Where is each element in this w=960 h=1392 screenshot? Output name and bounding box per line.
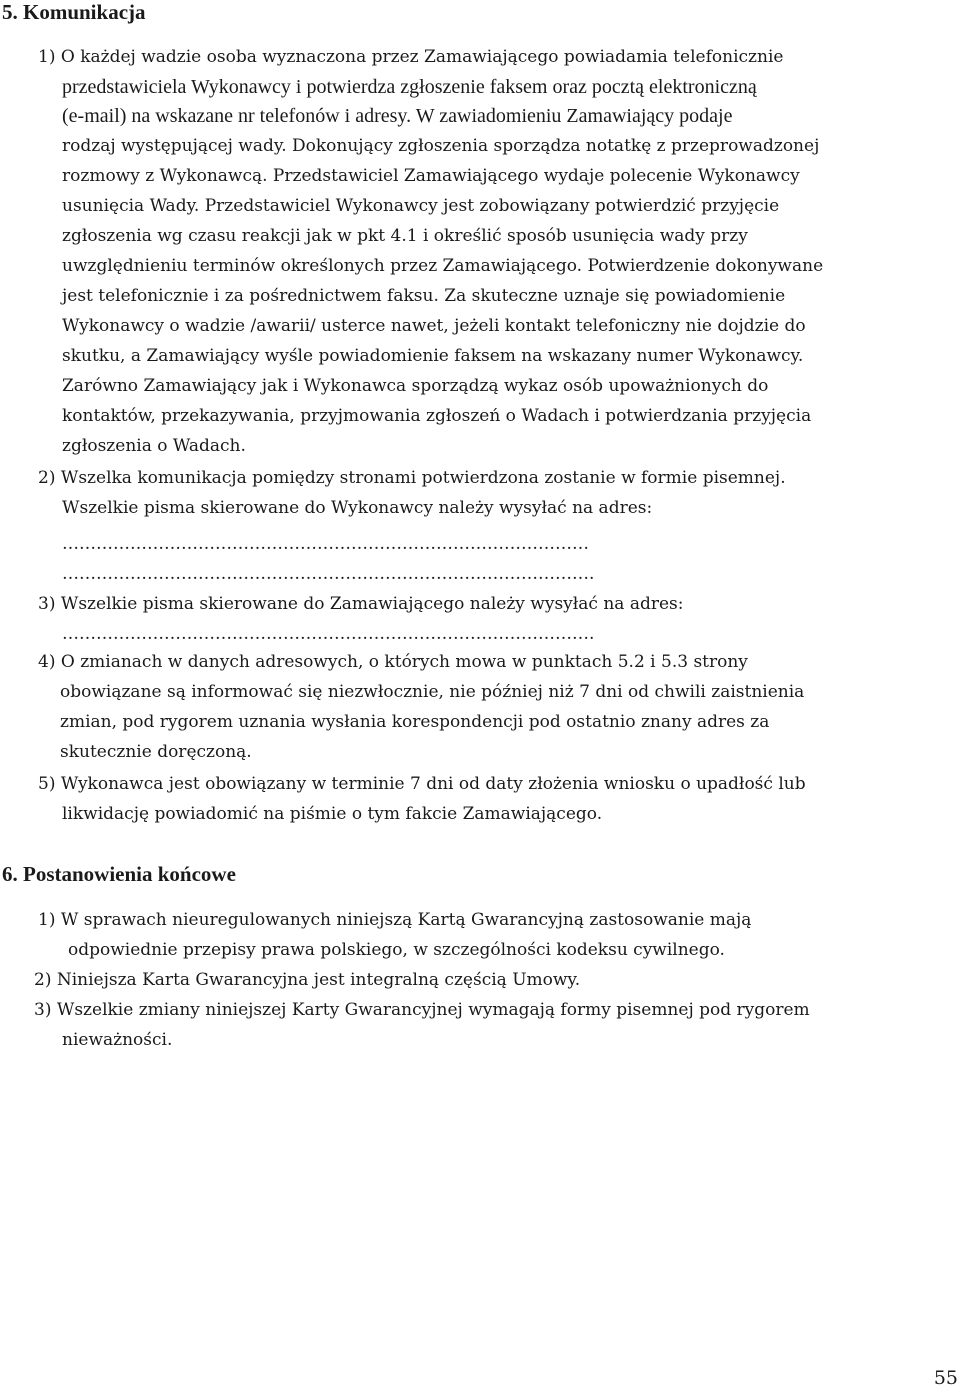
s5-line: usunięcia Wady. Przedstawiciel Wykonawcy jest zobowiązany potwierdzić przyjęcie: [62, 196, 780, 216]
s5-line: 2) Wszelka komunikacja pomiędzy stronami potwierdzona zostanie w formie pisemnej.: [38, 468, 786, 488]
s6-line: 1) W sprawach nieuregulowanych niniejszą Kartą Gwarancyjną zastosowanie mają: [38, 910, 752, 930]
s5-line: Wszelkie pisma skierowane do Wykonawcy należy wysyłać na adres:: [62, 498, 653, 518]
s5-line: obowiązane są informować się niezwłocznie, nie później niż 7 dni od chwili zaistnienia: [60, 682, 805, 702]
s6-line: 3) Wszelkie zmiany niniejszej Karty Gwarancyjnej wymagają formy pisemnej pod rygorem: [34, 1000, 810, 1020]
s5-dotted-line: ………………………………………………………………………………….: [62, 624, 595, 644]
s5-line: 3) Wszelkie pisma skierowane do Zamawiającego należy wysyłać na adres:: [38, 594, 684, 614]
s5-line: jest telefonicznie i za pośrednictwem faksu. Za skuteczne uznaje się powiadomienie: [62, 286, 786, 306]
s5-line: skutecznie doręczoną.: [60, 742, 252, 762]
s5-line: zgłoszenia o Wadach.: [62, 436, 246, 456]
s5-line: rodzaj występującej wady. Dokonujący zgłoszenia sporządza notatkę z przeprowadzonej: [62, 136, 820, 156]
s5-line: przedstawiciela Wykonawcy i potwierdza zgłoszenie faksem oraz pocztą elektroniczną: [62, 76, 757, 98]
s5-dotted-line: …………………………………………………………………………………: [62, 534, 589, 554]
s6-line: odpowiednie przepisy prawa polskiego, w szczególności kodeksu cywilnego.: [68, 940, 725, 960]
s5-line: Zarówno Zamawiający jak i Wykonawca sporządzą wykaz osób upoważnionych do: [62, 376, 769, 396]
s5-line: zmian, pod rygorem uznania wysłania korespondencji pod ostatnio znany adres za: [60, 712, 770, 732]
section-5-heading: 5. Komunikacja: [2, 0, 146, 24]
page-number: 55: [933, 1367, 958, 1389]
s5-line: 1) O każdej wadzie osoba wyznaczona przez Zamawiającego powiadamia telefonicznie: [38, 47, 784, 67]
section-6-heading: 6. Postanowienia końcowe: [2, 862, 236, 886]
s5-line: kontaktów, przekazywania, przyjmowania zgłoszeń o Wadach i potwierdzania przyjęcia: [62, 406, 812, 426]
s5-line: likwidację powiadomić na piśmie o tym fakcie Zamawiającego.: [62, 804, 603, 824]
s5-line: Wykonawcy o wadzie /awarii/ usterce nawet, jeżeli kontakt telefoniczny nie dojdzie do: [62, 316, 806, 336]
s5-line: rozmowy z Wykonawcą. Przedstawiciel Zamawiającego wydaje polecenie Wykonawcy: [62, 166, 800, 186]
s5-line: 4) O zmianach w danych adresowych, o których mowa w punktach 5.2 i 5.3 strony: [38, 652, 748, 672]
s5-line: zgłoszenia wg czasu reakcji jak w pkt 4.1 i określić sposób usunięcia wady przy: [62, 226, 748, 246]
s6-line: nieważności.: [62, 1030, 173, 1050]
s5-line: uwzględnieniu terminów określonych przez Zamawiającego. Potwierdzenie dokonywane: [62, 256, 824, 276]
s6-line: 2) Niniejsza Karta Gwarancyjna jest integralną częścią Umowy.: [34, 970, 581, 990]
s5-line: (e-mail) na wskazane nr telefonów i adresy. W zawiadomieniu Zamawiający podaje: [62, 105, 733, 127]
s5-dotted-line: ………………………………………………………………………………….: [62, 564, 595, 584]
s5-line: 5) Wykonawca jest obowiązany w terminie 7 dni od daty złożenia wniosku o upadłość lub: [38, 774, 806, 794]
s5-line: skutku, a Zamawiający wyśle powiadomienie faksem na wskazany numer Wykonawcy.: [62, 346, 804, 366]
